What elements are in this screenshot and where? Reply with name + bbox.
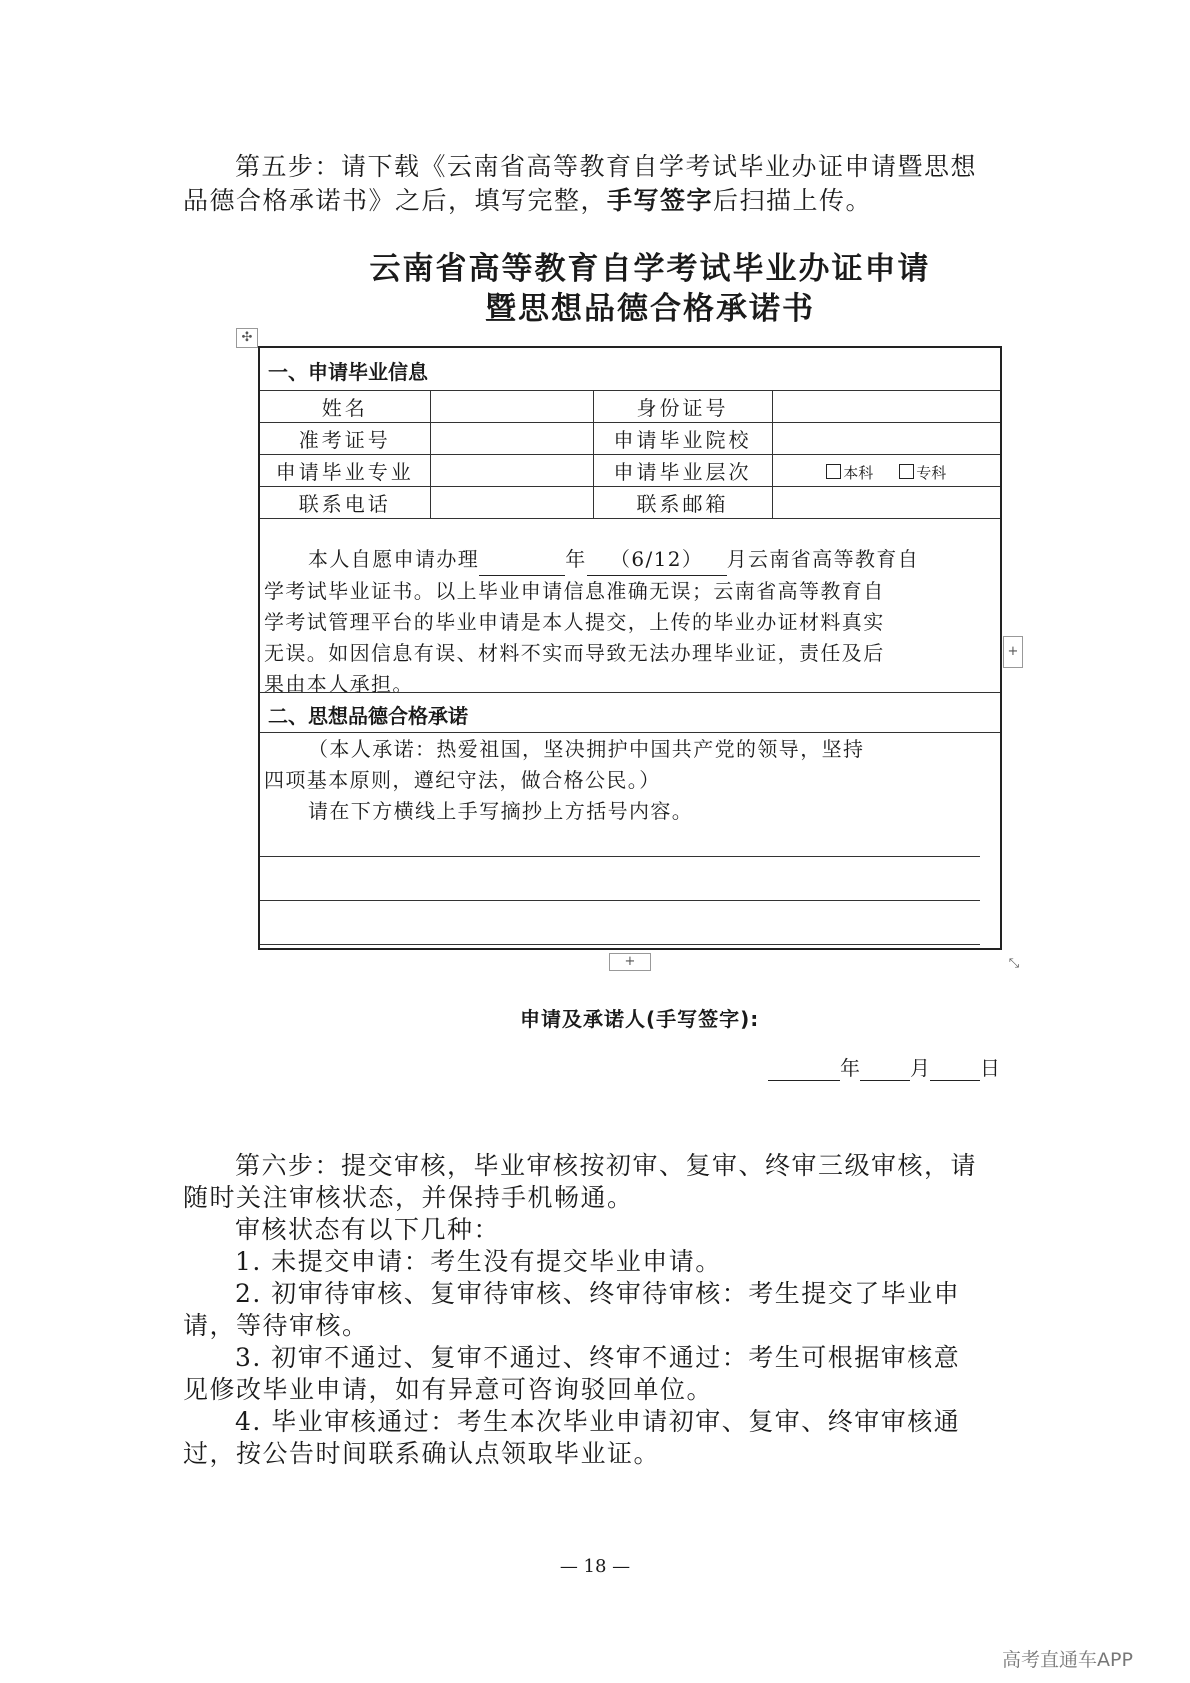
add-row-icon[interactable]: + [609,953,651,971]
date-year-label: 年 [840,1056,860,1080]
pledge-instruction: 请在下方横线上手写摘抄上方括号内容。 [308,799,694,823]
id-number-input-cell[interactable] [772,391,1000,423]
status-intro: 审核状态有以下几种： [235,1215,501,1244]
declaration-line5: 果由本人承担。 [264,672,414,696]
section2-heading: 二、思想品德合格承诺 [268,704,468,728]
declaration-line2: 学考试毕业证书。以上毕业申请信息准确无误；云南省高等教育自 [264,579,885,603]
declaration-rest: 月云南省高等教育自 [726,547,920,571]
table-move-handle-icon[interactable]: ✣ [236,328,258,348]
signature-label: 申请及承诺人(手写签字): [520,1007,760,1031]
table-row [260,487,1000,519]
step6-line1: 第六步：提交审核，毕业审核按初审、复审、终审三级审核，请 [235,1151,978,1180]
status-item-3-line1: 3. 初审不通过、复审不通过、终审不通过：考生可根据审核意 [235,1343,961,1372]
pledge-text [264,734,992,827]
list-item [183,1342,1023,1406]
email-input-cell[interactable] [772,487,1000,519]
label-college: 申请毕业院校 [593,423,772,455]
pledge-line2: 四项基本原则，遵纪守法，做合格公民。） [264,768,661,792]
step5-line1: 第五步：请下载《云南省高等教育自学考试毕业办证申请暨思想 [235,152,978,181]
section2-divider [260,732,1000,733]
status-item-2-line1: 2. 初审待审核、复审待审核、终审待审核：考生提交了毕业申 [235,1279,961,1308]
date-month-label: 月 [910,1056,930,1080]
label-exam-number: 准考证号 [260,423,430,455]
form-title-line1: 云南省高等教育自学考试毕业办证申请 [369,251,931,287]
section1-heading: 一、申请毕业信息 [268,360,428,384]
watermark: 高考直通车APP [1002,1649,1133,1671]
label-phone: 联系电话 [260,487,430,519]
status-item-3-line2: 见修改毕业申请，如有异意可咨询驳回单位。 [183,1375,714,1404]
application-form [258,346,1002,950]
info-table [260,390,1000,519]
label-level: 申请毕业层次 [593,455,772,487]
name-input-cell[interactable] [430,391,593,423]
handwrite-line-2[interactable] [260,900,980,901]
declaration-line4: 无误。如因信息有误、材料不实而导致无法办理毕业证，责任及后 [264,641,885,665]
page-number: — 18 — [559,1556,631,1577]
level-options-cell [772,455,1000,487]
label-email: 联系邮箱 [593,487,772,519]
form-title-line2: 暨思想品德合格承诺书 [485,291,815,327]
step6-section [183,1150,1023,1470]
table-row [260,455,1000,487]
sign-day-blank[interactable] [930,1056,980,1081]
list-item [183,1406,1023,1470]
list-item [183,1246,1023,1278]
handwrite-line-3[interactable] [260,944,980,945]
status-item-4-line1: 4. 毕业审核通过：考生本次毕业申请初审、复审、终审审核通 [235,1407,961,1436]
table-resize-icon[interactable]: ⤡ [1003,955,1025,973]
college-input-cell[interactable] [772,423,1000,455]
declaration-line3: 学考试管理平台的毕业申请是本人提交，上传的毕业办证材料真实 [264,610,885,634]
sign-year-blank[interactable] [768,1056,840,1081]
table-row [260,423,1000,455]
phone-input-cell[interactable] [430,487,593,519]
add-column-icon[interactable]: + [1003,636,1023,668]
associate-checkbox[interactable] [899,464,914,479]
signature-date [768,1052,1000,1081]
declaration-prefix: 本人自愿申请办理 [308,547,480,571]
declaration-year-label: 年 [565,547,587,571]
pledge-line1: （本人承诺：热爱祖国，坚决拥护中国共产党的领导，坚持 [308,737,865,761]
date-day-label: 日 [980,1056,1000,1080]
step6-paragraph [183,1150,1023,1214]
handwrite-line-1[interactable] [260,856,980,857]
step5-handwrite-emphasis: 手写签字 [607,186,714,215]
table-row [260,391,1000,423]
step5-line2c: 后扫描上传。 [713,186,873,215]
section-divider [260,692,1000,693]
status-item-1: 1. 未提交申请：考生没有提交毕业申请。 [235,1247,722,1276]
label-id-number: 身份证号 [593,391,772,423]
month-blank[interactable]: （6/12） [587,544,727,576]
label-major: 申请毕业专业 [260,455,430,487]
year-blank[interactable] [479,544,565,576]
step5-paragraph [183,150,1023,218]
sign-month-blank[interactable] [860,1056,910,1081]
status-item-2-line2: 请，等待审核。 [183,1311,369,1340]
list-item [183,1278,1023,1342]
step6-line2: 随时关注审核状态，并保持手机畅通。 [183,1183,634,1212]
declaration-paragraph [264,544,996,700]
bachelor-checkbox[interactable] [826,464,841,479]
exam-number-input-cell[interactable] [430,423,593,455]
bachelor-label: 本科 [843,463,874,482]
label-name: 姓名 [260,391,430,423]
step5-line2a: 品德合格承诺书》之后，填写完整， [183,186,608,215]
major-input-cell[interactable] [430,455,593,487]
status-item-4-line2: 过，按公告时间联系确认点领取毕业证。 [183,1439,661,1468]
associate-label: 专科 [916,463,947,482]
